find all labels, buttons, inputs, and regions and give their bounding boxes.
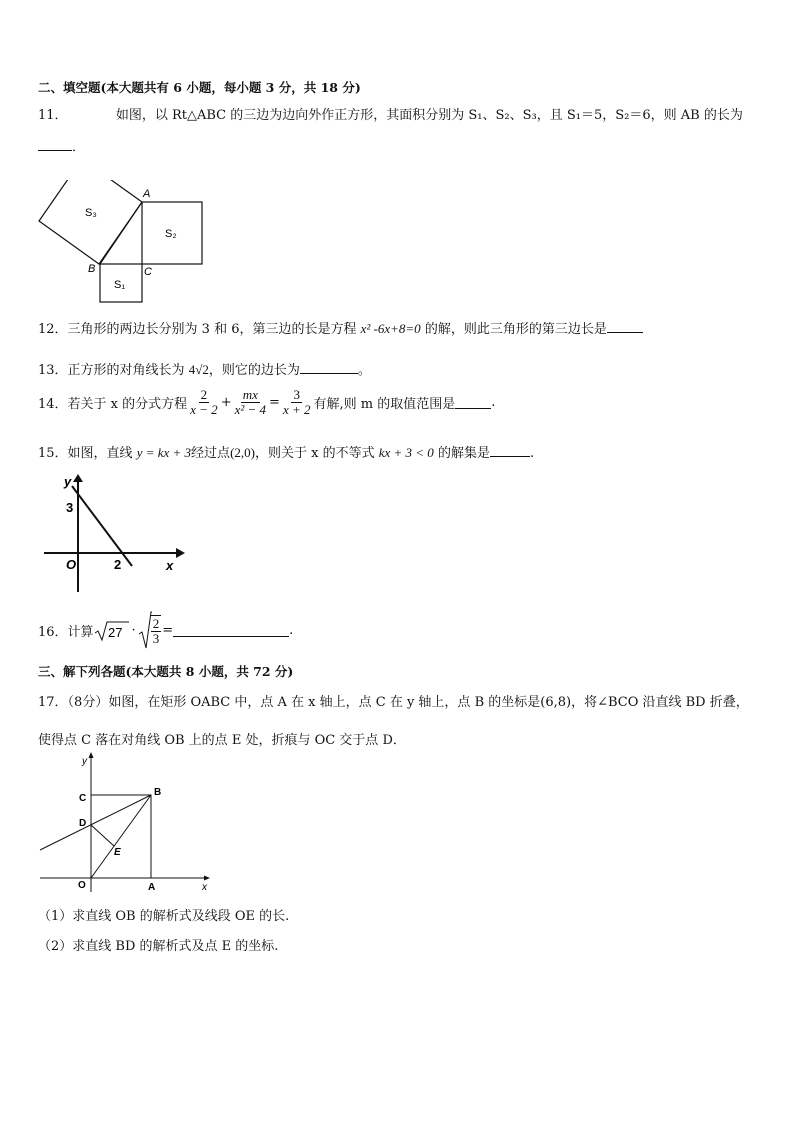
label-o: O (78, 880, 86, 891)
fold-line-bd (40, 795, 151, 850)
x-arrow-icon (176, 548, 185, 558)
answer-blank (300, 361, 358, 374)
question-text-end: 的解集是 (433, 446, 490, 461)
answer-blank (607, 320, 643, 333)
y-axis-label: y (82, 756, 87, 767)
question-text: 16．计算 (38, 624, 94, 640)
diagonal-ob (91, 795, 151, 878)
denominator: x + 2 (282, 402, 311, 417)
x-tick-label: 2 (114, 557, 122, 572)
question-17-part-2: （2）求直线 BD 的解析式及点 E 的坐标. (38, 939, 279, 954)
label-b: B (88, 263, 96, 275)
diagonal-value: 4√2 (188, 362, 209, 377)
label-e: E (114, 847, 121, 858)
x-axis-label: x (166, 558, 174, 573)
radicand: 27 (107, 625, 123, 640)
inequality: kx + 3 < 0 (378, 445, 434, 460)
question-text-after: ，则关于 x 的不等式 (254, 446, 379, 461)
question-end: ． (72, 140, 86, 155)
y-axis-label: y (64, 474, 72, 489)
sqrt-icon (138, 610, 152, 650)
question-end: . (491, 395, 496, 410)
dot-sign: · (131, 622, 136, 638)
label-a: A (148, 882, 156, 893)
question-text-end: 的解，则此三角形的第三边长是 (420, 322, 607, 337)
question-end: . (289, 622, 294, 638)
numerator: 3 (293, 387, 300, 402)
question-text: 13．正方形的对角线长为 (38, 363, 189, 378)
segment-ab (100, 202, 142, 264)
fraction (151, 615, 162, 646)
origin-label: O (66, 557, 77, 572)
x-axis-label: x (202, 882, 207, 893)
label-c: C (144, 266, 152, 278)
equals-sign: = (269, 395, 280, 410)
label-d: D (79, 818, 87, 829)
question-text-end: 有解,则 m 的取值范围是 (313, 397, 456, 412)
question-text-end: ，则它的边长为 (208, 363, 300, 378)
numerator: 2 (152, 615, 160, 631)
line-equation: y = kx + 3 (136, 445, 192, 460)
section-title: 三、解下列各题(本大题共 8 小题，共 72 分) (38, 664, 294, 679)
figure-rectangle-fold (38, 752, 213, 894)
question-text: 14．若关于 x 的分式方程 (38, 397, 188, 412)
fraction-3 (281, 388, 313, 417)
answer-line-11 (38, 136, 85, 155)
label-b: B (154, 787, 162, 798)
question-17-part-1: （1）求直线 OB 的解析式及线段 OE 的长. (38, 909, 290, 924)
question-text: 如图，以 Rt△ABC 的三边为边向外作正方形，其面积分别为 S₁、S₂、S₃，且 S₁＝5，S₂＝6，则 AB 的长为 (115, 108, 743, 123)
question-text-mid: 经过点 (191, 446, 231, 461)
figure-squares (30, 180, 220, 310)
answer-blank (38, 138, 72, 151)
answer-blank (490, 444, 530, 457)
numerator: mx (242, 387, 258, 402)
question-number: 11． (38, 108, 68, 123)
question-14 (38, 388, 495, 417)
y-tick-label: 3 (66, 500, 74, 515)
label-s2: S₂ (165, 228, 177, 240)
fraction-2 (233, 388, 268, 417)
denominator: x² − 4 (234, 402, 267, 417)
question-13 (38, 359, 371, 378)
y-arrow-icon (89, 752, 94, 758)
question-17-line-2: 使得点 C 落在对角线 OB 上的点 E 处，折痕与 OC 交于点 D． (38, 733, 406, 748)
plus-sign: + (220, 395, 232, 410)
question-11 (38, 104, 743, 123)
y-arrow-icon (73, 474, 83, 482)
question-12 (38, 318, 643, 337)
label-c: C (79, 793, 87, 804)
denominator: 3 (152, 630, 160, 646)
square-s3 (39, 180, 142, 264)
sqrt-fraction (138, 610, 163, 650)
question-17-line-1: 17．（8分）如图，在矩形 OABC 中，点 A 在 x 轴上，点 C 在 y 轴上，点 B 的坐标是(6,8)，将∠BCO 沿直线 BD 折叠， (38, 695, 749, 710)
equals-sign: = (162, 622, 174, 638)
question-16 (38, 610, 293, 650)
question-text: 12．三角形的两边长分别为 3 和 6，第三边的长是方程 (38, 322, 361, 337)
label-s3: S₃ (85, 207, 97, 219)
label-s1: S₁ (114, 279, 126, 291)
x-arrow-icon (204, 876, 210, 881)
answer-blank (455, 396, 491, 409)
point: (2,0) (230, 445, 255, 460)
sqrt-icon (94, 620, 130, 642)
section-title: 二、填空题(本大题共有 6 小题，每小题 3 分，共 18 分) (38, 80, 361, 95)
segment-de (91, 825, 114, 846)
question-text: 15．如图，直线 (38, 446, 137, 461)
fraction-1 (188, 388, 220, 417)
question-15 (38, 442, 534, 461)
figure-line-graph (40, 474, 185, 594)
answer-blank (173, 624, 289, 637)
question-end: 。 (357, 363, 371, 378)
denominator: x − 2 (190, 402, 218, 417)
label-a: A (143, 188, 151, 200)
question-end: . (529, 446, 535, 461)
equation: x² -6x+8=0 (360, 321, 421, 336)
numerator: 2 (200, 387, 208, 402)
